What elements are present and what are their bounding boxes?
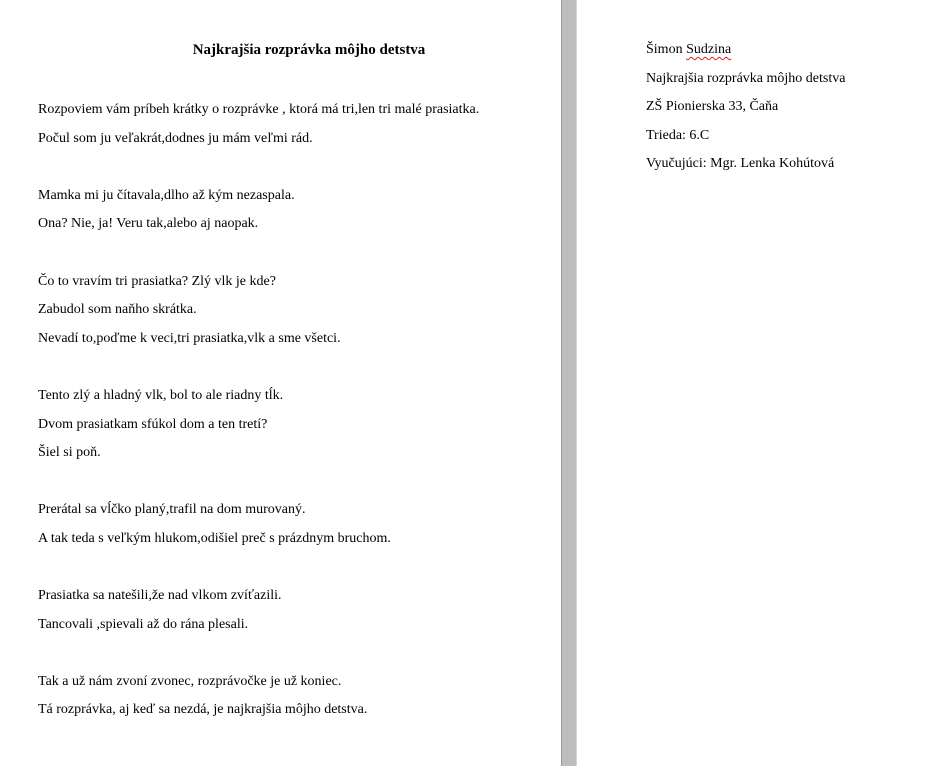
poem-title: Najkrajšia rozprávka môjho detstva <box>192 42 426 58</box>
poem-line: Mamka mi ju čítavala,dlho až kým nezaspala. <box>38 187 295 203</box>
stanza-2 <box>38 186 479 243</box>
poem-line: Prerátal sa vĺčko planý,trafil na dom murovaný. <box>38 502 306 518</box>
stanza-3 <box>38 272 479 358</box>
poem-line: Čo to vravím tri prasiatka? Zlý vlk je kde? <box>38 273 276 289</box>
class-label: Trieda: 6.C <box>646 127 710 143</box>
author-name <box>646 40 845 69</box>
document-page-right[interactable] <box>577 0 925 766</box>
empty-line <box>38 243 479 272</box>
poem-line: Tak a už nám zvoní zvonec, rozprávočke je už koniec. <box>38 673 342 689</box>
empty-line <box>38 472 479 501</box>
poem-line: Nevadí to,poďme k veci,tri prasiatka,vlk a sme všetci. <box>38 330 341 346</box>
stanza-6 <box>38 586 479 643</box>
poem-line: Prasiatka sa natešili,že nad vlkom zvíťazili. <box>38 588 282 604</box>
header-info <box>646 40 845 183</box>
poem-line: A tak teda s veľkým hlukom,odišiel preč s prázdnym bruchom. <box>38 530 391 546</box>
poem-line: Zabudol som naňho skrátka. <box>38 302 197 318</box>
empty-line <box>38 357 479 386</box>
poem-line: Ona? Nie, ja! Veru tak,alebo aj naopak. <box>38 216 259 232</box>
poem-line: Počul som ju veľakrát,dodnes ju mám veľmi rád. <box>38 130 313 146</box>
school-name: ZŠ Pionierska 33, Čaňa <box>646 99 779 115</box>
work-title: Najkrajšia rozprávka môjho detstva <box>646 70 846 86</box>
author-last-name-spellcheck[interactable]: Sudzina <box>686 42 732 57</box>
stanza-1 <box>38 100 479 157</box>
teacher-label: Vyučujúci: Mgr. Lenka Kohútová <box>646 156 835 172</box>
poem-line: Tancovali ,spievali až do rána plesali. <box>38 616 249 632</box>
empty-line <box>38 558 479 587</box>
stanza-4 <box>38 386 479 472</box>
empty-line <box>38 157 479 186</box>
empty-line <box>38 643 479 672</box>
author-first-name: Šimon <box>646 42 683 57</box>
stanza-5 <box>38 500 479 557</box>
poem-line: Dvom prasiatkam sfúkol dom a ten tretí? <box>38 416 268 432</box>
poem-line: Tá rozprávka, aj keď sa nezdá, je najkrajšia môjho detstva. <box>38 702 368 718</box>
poem-line: Rozpoviem vám príbeh krátky o rozprávke , ktorá má tri,len tri malé prasiatka. <box>38 102 480 117</box>
stanza-7 <box>38 672 479 729</box>
page-separator <box>561 0 577 766</box>
poem-line: Šiel si poň. <box>38 445 101 461</box>
poem-line: Tento zlý a hladný vlk, bol to ale riadny tĺk. <box>38 387 284 403</box>
poem-body <box>38 100 479 729</box>
